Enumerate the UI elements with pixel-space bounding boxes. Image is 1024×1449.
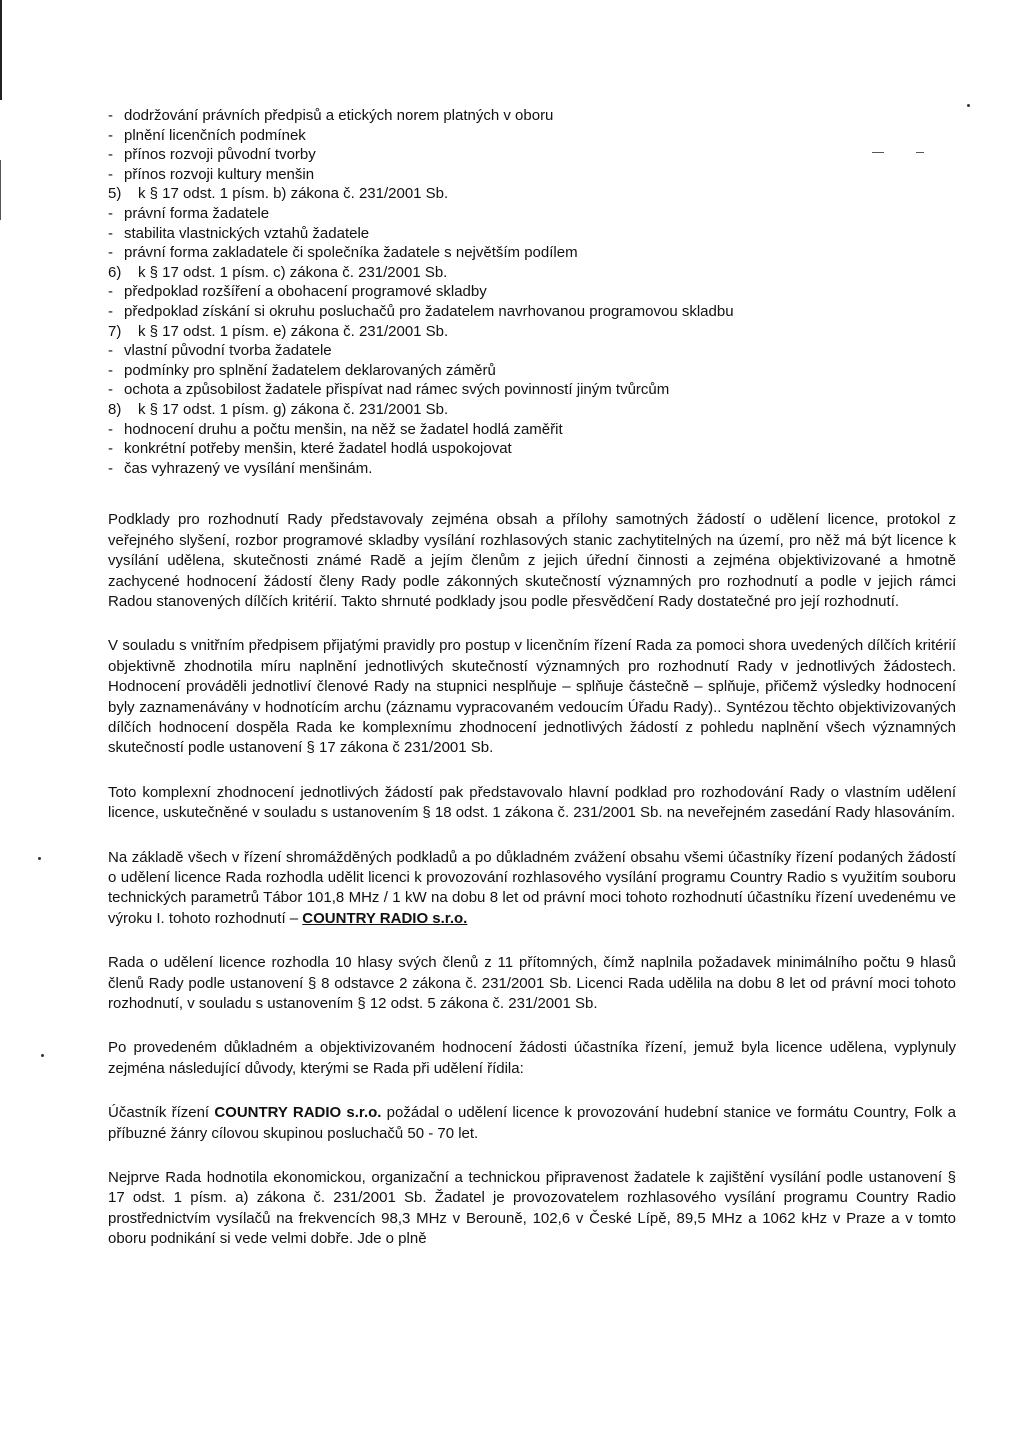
criteria-heading-text: k § 17 odst. 1 písm. e) zákona č. 231/2001 Sb.	[138, 322, 449, 340]
criteria-item-text: čas vyhrazený ve vysílání menšinám.	[124, 459, 373, 477]
criteria-item	[108, 165, 956, 185]
criteria-item-text: právní forma zakladatele či společníka žadatele s největším podílem	[124, 244, 578, 262]
scan-speck	[38, 857, 41, 860]
criteria-number: 7)	[108, 322, 122, 340]
criteria-item-text: předpoklad rozšíření a obohacení programové skladby	[124, 283, 487, 301]
criteria-item	[108, 145, 956, 165]
document-page	[108, 106, 956, 1274]
criteria-item	[108, 126, 956, 146]
criteria-item	[108, 282, 956, 302]
paragraph-zhodnoceni: Toto komplexní zhodnocení jednotlivých žádostí pak představovalo hlavní podklad pro rozhodování Rady o vlastním udělení licence, uskutečněné v souladu s ustanovením § 18 odst. 1 zákona č. 231/2001 Sb. na neveřejném zasedání Rady hlasováním.	[108, 783, 956, 822]
list-dash: -	[108, 146, 113, 164]
paragraph-ucastnik-suffix: požádal o udělení licence k provozování hudební stanice ve formátu Country, Folk a příbuzné žánry cílovou skupinou posluchačů 50 - 70 let.	[108, 1104, 956, 1142]
criteria-item-text: právní forma žadatele	[124, 204, 270, 222]
company-name: COUNTRY RADIO s.r.o.	[214, 1104, 382, 1122]
scan-edge-mark	[0, 160, 1, 220]
paragraph-udeleni-text: Na základě všech v řízení shromážděných podkladů a po důkladném zvážení obsahu všemi účastníky řízení podaných žádostí o udělení licence Rada rozhodla udělit licenci k provozování rozhlasového vysílání programu Country Radio s využitím souboru technických parametrů Tábor 101,8 MHz / 1 kW na dobu 8 let od právní moci tohoto rozhodnutí účastníku řízení uvedenému ve výroku I. tohoto rozhodnutí –	[108, 848, 956, 927]
paragraph-duvody: Po provedeném důkladném a objektivizovaném hodnocení žádosti účastníka řízení, jemuž byla licence udělena, vyplynuly zejména následující důvody, kterými se Rada při udělení řídila:	[108, 1039, 956, 1077]
scan-speck	[41, 1054, 44, 1057]
criteria-list	[108, 106, 956, 478]
criteria-heading	[108, 400, 956, 420]
criteria-item	[108, 243, 956, 263]
criteria-heading	[108, 322, 956, 342]
criteria-item	[108, 420, 956, 440]
criteria-item-text: přínos rozvoji původní tvorby	[124, 146, 316, 164]
criteria-item-text: hodnocení druhu a počtu menšin, na něž se žadatel hodlá zaměřit	[124, 420, 563, 438]
paragraph-hlasovani: Rada o udělení licence rozhodla 10 hlasy svých členů z 11 přítomných, čímž naplnila požadavek minimálního počtu 9 hlasů členů Rady podle ustanovení § 8 odstavce 2 zákona č. 231/2001 Sb. Licenci Rada udělila na dobu 8 let od právní moci tohoto rozhodnutí, v souladu s ustanovením § 12 odst. 5 zákona č. 231/2001 Sb.	[108, 954, 956, 1012]
criteria-item-text: předpoklad získání si okruhu posluchačů pro žadatelem navrhovanou programovou skladbu	[124, 302, 734, 320]
scan-edge-mark	[0, 0, 2, 100]
criteria-heading	[108, 263, 956, 283]
list-dash: -	[108, 381, 113, 399]
paragraph-ucastnik	[108, 1103, 956, 1144]
list-dash: -	[108, 224, 113, 242]
paragraph-podklady: Podklady pro rozhodnutí Rady představovaly zejména obsah a přílohy samotných žádostí o udělení licence, protokol z veřejného slyšení, rozbor programové skladby vysílání rozhlasových stanic zachytitelných na území, pro něž má být licence k vysílání udělena, skutečnosti známé Radě a jejím členům z jejich úřední činnosti a zejména objektivizované a hmotně zachycené hodnocení žádostí členy Rady podle zákonných skutečností významných pro rozhodnutí a podle v jejich rámci Radou stanovených dílčích kritérií. Takto shrnuté podklady jsou podle přesvědčení Rady dostatečné pro její rozhodnutí.	[108, 511, 956, 610]
list-dash: -	[108, 342, 113, 360]
list-dash: -	[108, 126, 113, 144]
criteria-item-text: přínos rozvoji kultury menšin	[124, 165, 315, 183]
paragraph-hodnoceni: V souladu s vnitřním předpisem přijatými pravidly pro postup v licenčním řízení Rada za pomoci shora uvedených dílčích kritérií objektivně zhodnotila míru naplnění jednotlivých skutečností významných pro rozhodnutí Rady v jednotlivých žádostech. Hodnocení prováděli jednotliví členové Rady na stupnici nesplňuje – splňuje částečně – splňuje, přičemž výsledky hodnocení byly zaznamenávány v hodnotícím archu (záznamu vypracovaném vedoucím Úřadu Rady).. Syntézou těchto objektivizovaných dílčích hodnocení dospěla Rada ke komplexnímu zhodnocení jednotlivých žádostí z pohledu naplnění všech významných skutečností podle ustanovení § 17 zákona č 231/2001 Sb.	[108, 637, 956, 757]
criteria-item	[108, 459, 956, 479]
criteria-item-text: podmínky pro splnění žadatelem deklarovaných záměrů	[124, 361, 496, 379]
criteria-item-text: dodržování právních předpisů a etických norem platných v oboru	[124, 107, 554, 124]
criteria-item	[108, 361, 956, 381]
criteria-item-text: plnění licenčních podmínek	[124, 126, 306, 144]
criteria-heading-text: k § 17 odst. 1 písm. b) zákona č. 231/2001 Sb.	[138, 185, 449, 203]
list-dash: -	[108, 420, 113, 438]
list-dash: -	[108, 165, 113, 183]
criteria-item-text: stabilita vlastnických vztahů žadatele	[124, 224, 370, 242]
criteria-number: 5)	[108, 185, 122, 203]
criteria-item	[108, 302, 956, 322]
criteria-item-text: konkrétní potřeby menšin, které žadatel hodlá uspokojovat	[124, 440, 512, 458]
list-dash: -	[108, 302, 113, 320]
criteria-item-text: ochota a způsobilost žadatele přispívat nad rámec svých povinností jiným tvůrcům	[124, 381, 670, 399]
paragraph-pripravenost: Nejprve Rada hodnotila ekonomickou, organizační a technickou připravenost žadatele k zajištění vysílání podle ustanovení § 17 odst. 1 písm. a) zákona č. 231/2001 Sb. Žadatel je provozovatelem rozhlasového vysílání programu Country Radio prostřednictvím vysílačů na frekvencích 98,3 MHz v Berouně, 102,6 v České Lípě, 89,5 MHz a 1062 kHz v Praze a v tomto oboru podnikání si vede velmi dobře. Jde o plně	[108, 1169, 956, 1248]
criteria-item-text: vlastní původní tvorba žadatele	[124, 342, 332, 360]
criteria-heading-text: k § 17 odst. 1 písm. c) zákona č. 231/2001 Sb.	[138, 263, 448, 281]
list-dash: -	[108, 204, 113, 222]
criteria-item	[108, 106, 956, 126]
paragraph-ucastnik-prefix: Účastník řízení	[108, 1104, 215, 1122]
list-dash: -	[108, 440, 113, 458]
criteria-heading	[108, 184, 956, 204]
criteria-number: 6)	[108, 263, 122, 281]
criteria-number: 8)	[108, 400, 122, 418]
list-dash: -	[108, 244, 113, 262]
scan-speck	[967, 104, 970, 107]
paragraph-udeleni	[108, 848, 956, 930]
criteria-item	[108, 439, 956, 459]
list-dash: -	[108, 459, 113, 477]
list-dash: -	[108, 283, 113, 301]
criteria-item	[108, 341, 956, 361]
criteria-heading-text: k § 17 odst. 1 písm. g) zákona č. 231/2001 Sb.	[138, 400, 449, 418]
company-name: COUNTRY RADIO s.r.o.	[302, 909, 468, 927]
criteria-item	[108, 224, 956, 244]
criteria-item	[108, 204, 956, 224]
criteria-item	[108, 380, 956, 400]
list-dash: -	[108, 107, 113, 124]
list-dash: -	[108, 361, 113, 379]
